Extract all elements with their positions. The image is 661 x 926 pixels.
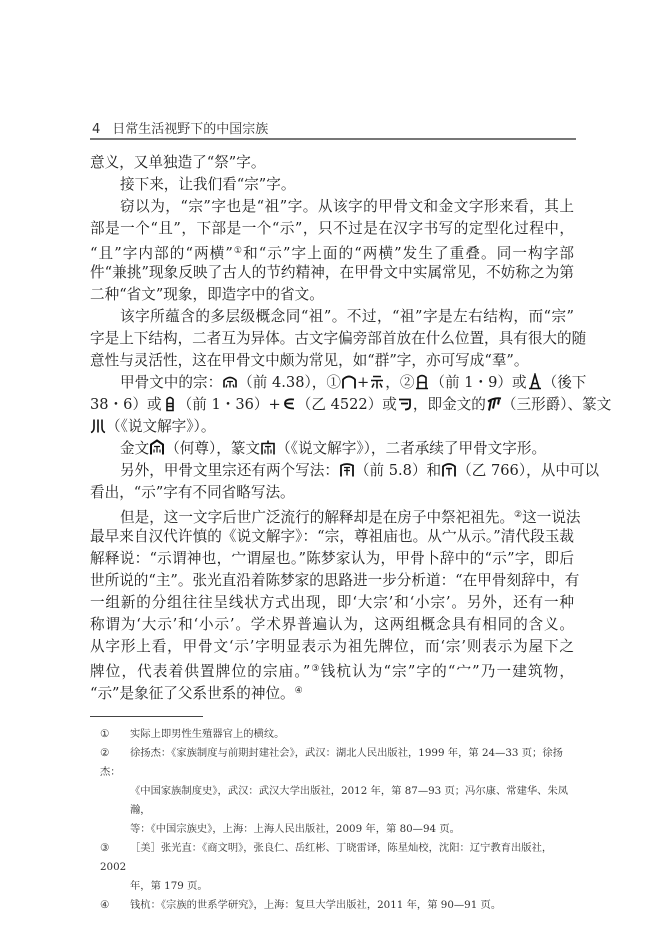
text-line [90, 658, 574, 680]
text: 金文 [120, 440, 150, 457]
oracle-zong-glyph-icon [441, 461, 457, 478]
text-line: 意性与灵活性，这在甲骨文中颇为常见，如“群”字，亦可写成“羣”。 [90, 352, 529, 369]
text: （《说文解字》）。 [106, 418, 216, 435]
ancestor-glyph-icon [527, 373, 543, 390]
text: （前 5.8）和 [354, 462, 442, 479]
footnote-ref: ③ [310, 664, 321, 674]
footnote-number: ③ [100, 842, 110, 854]
text-line: 最早来自汉代许慎的《说文解字》：“宗，尊祖庙也。从宀从示。”清代段玉裁 [90, 528, 574, 545]
text: （乙 766），从中可以 [457, 462, 600, 479]
footnote-text: 实际上即男性生殖器官上的横纹。 [130, 728, 285, 740]
text-line: 称谓为‘大示’和‘小示’。学术界普遍认为，这两组概念具有相同的含义。 [90, 616, 574, 633]
seal-glyph-icon [90, 417, 106, 434]
text: 和“示”字上面的“两横”发生了重叠。同一构字部 [243, 245, 574, 262]
text-line [90, 416, 574, 438]
running-header [92, 118, 268, 137]
text: 钱杭认为“宗”字的“宀”乃一建筑物， [320, 663, 574, 680]
text-line [90, 438, 574, 460]
text: （三形爵）、篆文 [501, 396, 612, 413]
text-line [90, 240, 574, 262]
text: 牌位，代表着供置牌位的宗庙。” [90, 663, 311, 680]
footnote-ref: ④ [294, 686, 303, 696]
oracle-glyph-icon [222, 373, 238, 390]
footnote-number: ④ [100, 899, 110, 911]
text: 但是，这一文字后世广泛流行的解释却是在房子中祭祀祖先。 [120, 509, 515, 526]
text-line: 接下来，让我们看“宗”字。 [120, 176, 296, 193]
footnote-text: 年，第 179 页。 [130, 880, 208, 892]
text: （何尊），篆文 [165, 440, 261, 457]
footnote-text: 《中国家族制度史》，武汉：武汉大学出版社，2012 年，第 87—93 页；冯尔康、常建华、朱凤瀚， [130, 785, 569, 816]
page-number: 4 [92, 122, 101, 137]
shi-glyph-icon [281, 395, 297, 412]
footnote-2 [100, 744, 572, 839]
text-line: 窃以为，“宗”字也是“祖”字。从该字的甲骨文和金文字形来看，其上 [120, 198, 574, 215]
text: （前 4.38），① [238, 374, 341, 391]
seal-zong-glyph-icon [260, 439, 276, 456]
text: + [356, 374, 370, 391]
footnote-number: ② [100, 747, 110, 759]
text-line [90, 680, 574, 702]
bronze-glyph-icon [486, 395, 502, 412]
text-line: 看出，“示”字有不同省略写法。 [90, 484, 295, 501]
text: （《说文解字》），二者承续了甲骨文字形。 [276, 440, 547, 457]
text-line [90, 372, 587, 394]
header-rule [90, 138, 576, 140]
bronze-zong-glyph-icon [149, 439, 165, 456]
text: 甲骨文中的宗： [120, 374, 223, 391]
text: “示”是象征了父系世系的神位。 [90, 685, 295, 702]
footnote-text: ［美］张光直：《商文明》，张良仁、岳红彬、丁晓雷译，陈星灿校，沈阳：辽宁教育出版社，2002 [100, 842, 553, 873]
text-line [90, 460, 600, 482]
text: （前 1・36）+ [177, 396, 281, 413]
text-line: 从字形上看，甲骨文‘示’字明显表示为祖先牌位，而‘宗’则表示为屋下之 [90, 638, 574, 655]
footnote-number: ① [100, 728, 110, 740]
text: （後下 [542, 374, 587, 391]
text-line: 一组新的分组往往呈线状方式出现，即‘大宗’和‘小宗’。另外，还有一种 [90, 594, 574, 611]
text: 另外，甲骨文里宗还有两个写法： [120, 462, 339, 479]
text: ，即金文的 [412, 396, 486, 413]
text-line: 二种“省文”现象，即造字中的省文。 [90, 286, 324, 303]
text: “且”字内部的“两横” [90, 245, 233, 262]
text-line: 世所说的“主”。张光直沿着陈梦家的思路进一步分析道：“在甲骨刻辞中，有 [90, 572, 580, 589]
footnote-text: 徐扬杰：《家族制度与前期封建社会》，武汉：湖北人民出版社，1999 年，第 24—33 页；徐扬杰： [100, 747, 563, 778]
text: （乙 4522）或 [296, 396, 397, 413]
body-text [90, 152, 612, 702]
footnote-text: 钱杭：《宗族的世系学研究》，上海：复旦大学出版社，2011 年，第 90—91 页。 [130, 899, 502, 911]
roof-glyph-icon [341, 373, 357, 390]
text-line: 部是一个“且”，下部是一个“示”，只不过是在汉字书写的定型化过程中， [90, 220, 574, 237]
footnote-text: 等：《中国宗族史》，上海：上海人民出版社，2009 年，第 80—94 页。 [130, 823, 460, 835]
shi-glyph-icon [369, 373, 385, 390]
footnote-ref: ② [514, 510, 523, 520]
text: 这一说法 [522, 509, 581, 526]
text-line: 该字所蕴含的多层级概念同“祖”。不过，“祖”字是左右结构，而“宗” [120, 308, 574, 325]
footnote-3 [100, 839, 572, 896]
ancestor-glyph-icon [162, 395, 178, 412]
text-line: 字是上下结构，二者互为异体。古文字偏旁部首放在什么位置，具有很大的随 [90, 330, 587, 347]
footnote-1 [100, 725, 572, 744]
footnote-ref: ① [232, 246, 244, 256]
text-line [90, 394, 612, 416]
footnotes [100, 725, 572, 915]
footnote-4 [100, 896, 572, 915]
text-line [90, 504, 581, 526]
ancestor-glyph-icon [414, 373, 430, 390]
footnote-rule [90, 716, 203, 717]
text: 38・6）或 [90, 396, 162, 413]
book-title: 日常生活视野下的中国宗族 [112, 122, 269, 137]
text: ，② [385, 374, 415, 391]
text-line: 解释说：“示谓神也，宀谓屋也。”陈梦家认为，甲骨卜辞中的“示”字，即后 [90, 550, 574, 567]
oracle-zong-glyph-icon [339, 461, 355, 478]
text-line: 意义，又单独造了“祭”字。 [90, 154, 266, 171]
text: （前 1・9）或 [430, 374, 527, 391]
text-line: 件“兼挑”现象反映了古人的节约精神，在甲骨文中实属常见，不妨称之为第 [90, 264, 574, 281]
oracle-glyph-icon [397, 395, 413, 412]
